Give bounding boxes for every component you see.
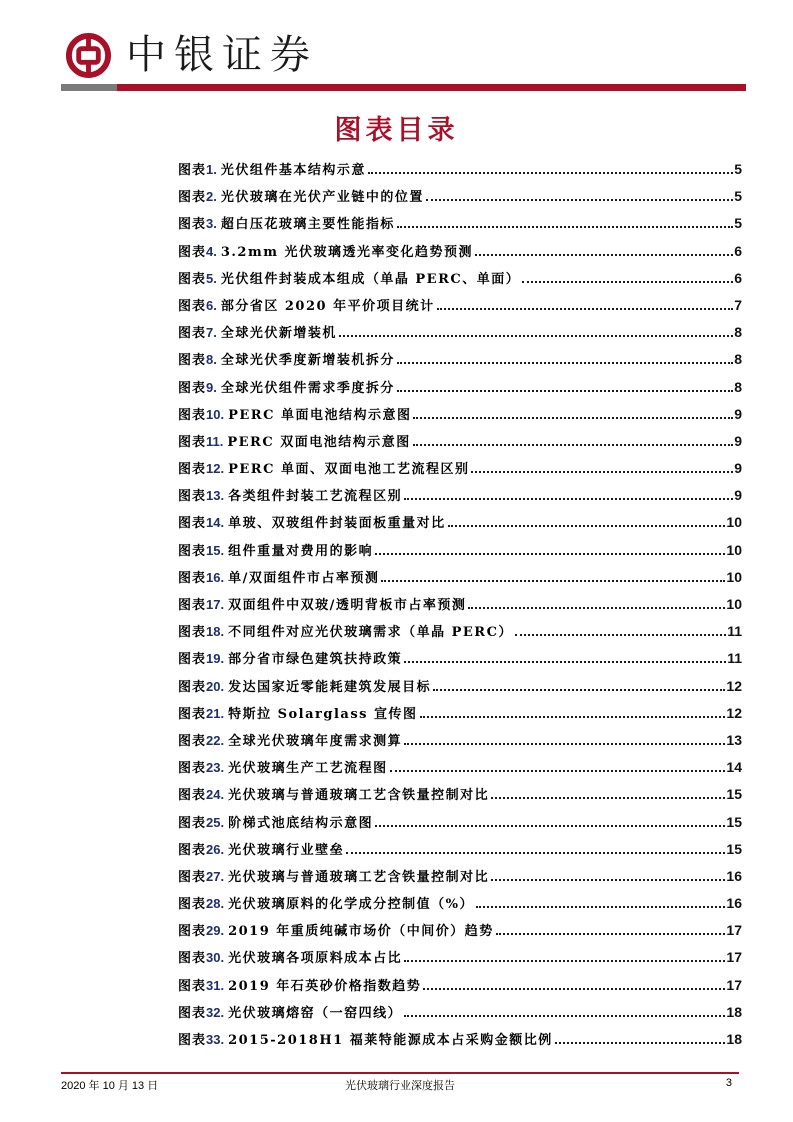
toc-entry-title: 单玻、双玻组件封装面板重量对比 bbox=[228, 516, 446, 532]
toc-entry-number: 17. bbox=[206, 597, 225, 612]
toc-entry-title: 光伏组件封装成本组成（单晶 PERC、单面） bbox=[220, 271, 521, 287]
toc-entry-label bbox=[178, 403, 411, 428]
page-footer bbox=[61, 1077, 739, 1095]
toc-entry-prefix: 图表 bbox=[178, 516, 207, 532]
toc-entry[interactable] bbox=[178, 891, 742, 918]
toc-entry-prefix: 图表 bbox=[178, 462, 207, 478]
toc-leader-dots bbox=[476, 905, 725, 908]
toc-leader-dots bbox=[433, 688, 725, 691]
toc-entry-number: 9. bbox=[206, 379, 217, 395]
toc-entry-title: 全球光伏季度新增装机拆分 bbox=[220, 353, 395, 369]
toc-entry-page: 10 bbox=[726, 541, 742, 558]
page-header bbox=[0, 0, 793, 95]
toc-entry-prefix: 图表 bbox=[178, 380, 207, 396]
toc-entry-page: 9 bbox=[734, 405, 742, 422]
toc-entry[interactable] bbox=[178, 402, 742, 429]
toc-entry-number: 7. bbox=[206, 325, 217, 341]
toc-entry-label bbox=[178, 946, 402, 971]
toc-entry-number: 8. bbox=[206, 352, 217, 368]
toc-leader-dots bbox=[346, 851, 725, 854]
toc-entry-label bbox=[178, 376, 395, 401]
toc-entry-title: 2019 年石英砂价格指数趋势 bbox=[228, 978, 422, 994]
toc-entry-page: 9 bbox=[734, 432, 742, 449]
toc-entry-prefix: 图表 bbox=[178, 217, 207, 233]
toc-entry[interactable] bbox=[178, 755, 742, 782]
toc-entry[interactable] bbox=[178, 510, 742, 537]
toc-entry-number: 2. bbox=[206, 189, 217, 205]
toc-entry-title: 2019 年重质纯碱市场价（中间价）趋势 bbox=[228, 924, 494, 940]
toc-entry-label bbox=[178, 783, 489, 808]
toc-leader-dots bbox=[555, 1041, 726, 1044]
toc-entry-page: 11 bbox=[727, 623, 742, 640]
toc-entry-label bbox=[178, 430, 411, 455]
toc-entry[interactable] bbox=[178, 483, 742, 510]
toc-entry-label bbox=[178, 702, 418, 727]
toc-entry-prefix: 图表 bbox=[178, 924, 207, 940]
toc-entry-title: 3.2mm 光伏玻璃透光率变化趋势预测 bbox=[220, 244, 474, 260]
toc-entry-number: 15. bbox=[206, 542, 225, 558]
toc-entry-number: 32. bbox=[206, 1004, 225, 1020]
toc-entry-page: 12 bbox=[726, 704, 742, 721]
toc-leader-dots bbox=[423, 987, 725, 990]
toc-entry-label bbox=[178, 919, 494, 944]
toc-leader-dots bbox=[404, 660, 726, 663]
toc-entry-prefix: 图表 bbox=[178, 298, 207, 314]
toc-entry-page: 10 bbox=[726, 514, 742, 531]
toc-leader-dots bbox=[468, 606, 725, 609]
toc-entry[interactable] bbox=[178, 864, 742, 891]
toc-entry-label bbox=[178, 240, 473, 265]
toc-entry-prefix: 图表 bbox=[178, 625, 207, 641]
toc-entry-number: 1. bbox=[206, 162, 217, 177]
toc-entry-title: 光伏玻璃在光伏产业链中的位置 bbox=[220, 190, 424, 206]
bank-of-china-logo-icon bbox=[65, 32, 112, 79]
toc-entry-prefix: 图表 bbox=[178, 353, 207, 369]
toc-entry[interactable] bbox=[178, 266, 742, 293]
toc-entry-label bbox=[178, 348, 395, 373]
toc-entry[interactable] bbox=[178, 701, 742, 728]
toc-leader-dots bbox=[404, 742, 725, 745]
toc-entry-prefix: 图表 bbox=[178, 271, 207, 287]
toc-leader-dots bbox=[522, 280, 733, 283]
toc-entry-prefix: 图表 bbox=[178, 407, 207, 423]
toc-entry-title: 不同组件对应光伏玻璃需求（单晶 PERC） bbox=[228, 625, 513, 641]
toc-entry[interactable] bbox=[178, 619, 742, 646]
toc-leader-dots bbox=[390, 769, 726, 772]
toc-entry-label bbox=[178, 457, 469, 482]
toc-entry-page: 10 bbox=[726, 568, 742, 585]
toc-entry-number: 31. bbox=[206, 977, 225, 993]
toc-leader-dots bbox=[375, 824, 725, 827]
toc-leader-dots bbox=[471, 470, 733, 473]
toc-entry-title: 光伏玻璃与普通玻璃工艺含铁量控制对比 bbox=[228, 788, 490, 804]
toc-leader-dots bbox=[448, 524, 726, 527]
toc-entry-prefix: 图表 bbox=[178, 190, 207, 206]
toc-entry-page: 16 bbox=[726, 895, 742, 912]
toc-entry-number: 30. bbox=[206, 950, 225, 966]
toc-entry-number: 11. bbox=[206, 433, 224, 449]
toc-entry-page: 15 bbox=[726, 813, 742, 830]
toc-entry-title: 光伏组件基本结构示意 bbox=[220, 163, 366, 178]
toc-entry-page: 15 bbox=[726, 840, 742, 857]
toc-entry-number: 27. bbox=[206, 868, 225, 884]
toc-entry-title: PERC 双面电池结构示意图 bbox=[227, 434, 411, 450]
toc-leader-dots bbox=[375, 552, 725, 555]
toc-entry-label bbox=[178, 811, 373, 836]
toc-entry[interactable] bbox=[178, 320, 742, 347]
toc-leader-dots bbox=[515, 633, 726, 636]
toc-entry-label bbox=[178, 620, 513, 645]
toc-entry-number: 24. bbox=[206, 787, 225, 803]
toc-entry-title: 光伏玻璃熔窑（一窑四线） bbox=[228, 1005, 403, 1021]
toc-entry-page: 7 bbox=[734, 296, 742, 313]
toc-entry-number: 33. bbox=[206, 1032, 225, 1047]
toc-entry-title: 全球光伏新增装机 bbox=[220, 326, 337, 342]
toc-entry[interactable] bbox=[178, 945, 742, 972]
toc-entry-prefix: 图表 bbox=[178, 244, 207, 260]
toc-entry[interactable] bbox=[178, 592, 742, 619]
toc-leader-dots bbox=[420, 715, 726, 718]
toc-leader-dots bbox=[491, 796, 725, 799]
toc-entry[interactable] bbox=[178, 456, 742, 483]
toc-entry-number: 20. bbox=[206, 678, 225, 694]
footer-date: 2020 年 10 月 13 日 bbox=[61, 1080, 159, 1092]
toc-entry-label bbox=[178, 729, 402, 754]
toc-entry-number: 26. bbox=[206, 841, 225, 857]
toc-entry-number: 23. bbox=[206, 760, 225, 776]
toc-entry-label bbox=[178, 566, 379, 591]
toc-entry-label bbox=[178, 158, 366, 183]
toc-entry[interactable] bbox=[178, 211, 742, 238]
toc-entry-number: 4. bbox=[206, 243, 217, 259]
footer-divider bbox=[61, 1072, 739, 1074]
toc-entry-number: 5. bbox=[206, 270, 217, 286]
header-divider-red bbox=[117, 84, 746, 91]
toc-leader-dots bbox=[413, 443, 733, 446]
toc-entry-page: 12 bbox=[726, 677, 742, 694]
toc-entry-title: 全球光伏玻璃年度需求测算 bbox=[228, 733, 403, 749]
toc-entry-prefix: 图表 bbox=[178, 788, 207, 804]
toc-entry-label bbox=[178, 756, 388, 781]
toc-entry-page: 13 bbox=[726, 731, 742, 748]
toc-entry-label bbox=[178, 212, 395, 237]
figure-table-of-contents bbox=[178, 157, 742, 1054]
toc-entry-label bbox=[178, 321, 337, 346]
toc-entry-label bbox=[178, 294, 435, 319]
toc-entry-prefix: 图表 bbox=[178, 706, 207, 722]
toc-leader-dots bbox=[368, 171, 733, 174]
toc-entry[interactable] bbox=[178, 293, 742, 320]
toc-entry[interactable] bbox=[178, 810, 742, 837]
toc-leader-dots bbox=[339, 334, 733, 337]
toc-entry-prefix: 图表 bbox=[178, 897, 207, 913]
toc-entry-number: 19. bbox=[206, 651, 225, 667]
toc-leader-dots bbox=[404, 1014, 725, 1017]
toc-entry-title: 特斯拉 Solarglass 宣传图 bbox=[228, 706, 418, 722]
toc-leader-dots bbox=[475, 253, 733, 256]
toc-entry[interactable] bbox=[178, 674, 742, 701]
toc-entry-page: 8 bbox=[734, 324, 742, 341]
toc-entry[interactable] bbox=[178, 565, 742, 592]
toc-entry-title: 部分省市绿色建筑扶持政策 bbox=[228, 652, 403, 668]
toc-entry-prefix: 图表 bbox=[178, 679, 207, 695]
toc-entry-number: 10. bbox=[206, 406, 225, 422]
toc-entry-prefix: 图表 bbox=[178, 733, 207, 749]
toc-leader-dots bbox=[413, 416, 733, 419]
toc-entry-number: 28. bbox=[206, 896, 225, 912]
toc-entry-number: 18. bbox=[206, 624, 225, 640]
toc-entry-number: 16. bbox=[206, 569, 225, 585]
toc-entry-page: 5 bbox=[734, 215, 742, 232]
toc-entry-page: 11 bbox=[727, 650, 742, 667]
toc-entry-title: 光伏玻璃生产工艺流程图 bbox=[228, 761, 388, 777]
toc-entry[interactable] bbox=[178, 782, 742, 809]
toc-entry-prefix: 图表 bbox=[178, 652, 207, 668]
toc-entry[interactable] bbox=[178, 973, 742, 1000]
toc-entry-page: 15 bbox=[726, 786, 742, 803]
toc-entry-page: 8 bbox=[734, 378, 742, 395]
toc-entry[interactable] bbox=[178, 1027, 742, 1054]
toc-entry-label bbox=[178, 865, 489, 890]
toc-leader-dots bbox=[404, 959, 725, 962]
toc-entry-label bbox=[178, 647, 402, 672]
toc-entry-page: 17 bbox=[726, 949, 742, 966]
toc-entry-label bbox=[178, 1028, 553, 1053]
toc-entry-number: 3. bbox=[206, 216, 217, 232]
toc-entry[interactable] bbox=[178, 918, 742, 945]
footer-report-title: 光伏玻璃行业深度报告 bbox=[345, 1079, 455, 1092]
footer-page-number: 3 bbox=[725, 1077, 732, 1089]
toc-entry[interactable] bbox=[178, 184, 742, 211]
brand-name: 中银证券 bbox=[126, 32, 318, 78]
toc-entry-page: 18 bbox=[726, 1031, 742, 1047]
toc-entry-page: 6 bbox=[734, 242, 742, 259]
toc-entry-label bbox=[178, 484, 402, 509]
toc-entry-label bbox=[178, 892, 474, 917]
toc-entry-label bbox=[178, 974, 421, 999]
toc-entry-title: 2015-2018H1 福莱特能源成本占采购金额比例 bbox=[228, 1033, 553, 1048]
toc-leader-dots bbox=[426, 198, 733, 201]
toc-entry[interactable] bbox=[178, 375, 742, 402]
toc-entry-label bbox=[178, 511, 446, 536]
toc-entry-label bbox=[178, 593, 466, 618]
toc-entry-title: 超白压花玻璃主要性能指标 bbox=[220, 217, 395, 233]
toc-entry-page: 5 bbox=[734, 161, 742, 177]
toc-entry-number: 25. bbox=[206, 814, 225, 830]
toc-entry-title: PERC 单面、双面电池工艺流程区别 bbox=[228, 462, 470, 478]
toc-entry-label bbox=[178, 539, 373, 564]
toc-entry-number: 21. bbox=[206, 705, 225, 721]
toc-leader-dots bbox=[397, 389, 733, 392]
toc-entry[interactable] bbox=[178, 646, 742, 673]
toc-entry-title: 光伏玻璃与普通玻璃工艺含铁量控制对比 bbox=[228, 869, 490, 885]
toc-entry[interactable] bbox=[178, 429, 742, 456]
toc-entry[interactable] bbox=[178, 239, 742, 266]
toc-leader-dots bbox=[381, 579, 725, 582]
toc-entry-title: 组件重量对费用的影响 bbox=[228, 543, 374, 559]
toc-entry-prefix: 图表 bbox=[178, 326, 207, 342]
toc-entry-prefix: 图表 bbox=[178, 761, 207, 777]
toc-entry-label bbox=[178, 675, 431, 700]
toc-entry-prefix: 图表 bbox=[178, 434, 207, 450]
toc-entry-prefix: 图表 bbox=[178, 1033, 207, 1048]
toc-entry-title: 发达国家近零能耗建筑发展目标 bbox=[228, 679, 432, 695]
toc-entry-title: 部分省区 2020 年平价项目统计 bbox=[220, 298, 435, 314]
toc-entry-number: 6. bbox=[206, 297, 217, 313]
toc-entry-title: PERC 单面电池结构示意图 bbox=[228, 407, 412, 423]
toc-leader-dots bbox=[437, 307, 734, 310]
toc-entry-title: 单/双面组件市占率预测 bbox=[228, 570, 380, 586]
toc-entry-number: 12. bbox=[206, 461, 225, 477]
toc-leader-dots bbox=[397, 225, 733, 228]
toc-entry-prefix: 图表 bbox=[178, 163, 207, 178]
toc-entry-label bbox=[178, 838, 344, 863]
toc-entry-title: 各类组件封装工艺流程区别 bbox=[228, 489, 403, 505]
page-title: 图表目录 bbox=[334, 115, 459, 146]
toc-leader-dots bbox=[397, 361, 733, 364]
header-divider-grey bbox=[61, 84, 117, 91]
toc-entry-number: 13. bbox=[206, 488, 225, 504]
toc-entry-number: 29. bbox=[206, 923, 225, 939]
toc-entry-title: 光伏玻璃原料的化学成分控制值（%） bbox=[228, 897, 474, 913]
toc-entry-title: 光伏玻璃各项原料成本占比 bbox=[228, 951, 403, 967]
toc-entry-title: 阶梯式池底结构示意图 bbox=[228, 815, 374, 831]
toc-entry-label bbox=[178, 267, 520, 292]
toc-entry-prefix: 图表 bbox=[178, 978, 207, 994]
toc-entry-prefix: 图表 bbox=[178, 1005, 207, 1021]
toc-entry-page: 8 bbox=[734, 351, 742, 368]
toc-entry-prefix: 图表 bbox=[178, 543, 207, 559]
toc-entry-page: 17 bbox=[726, 922, 742, 939]
toc-entry[interactable] bbox=[178, 728, 742, 755]
toc-entry[interactable] bbox=[178, 1000, 742, 1027]
toc-entry-title: 双面组件中双玻/透明背板市占率预测 bbox=[228, 598, 467, 613]
toc-entry-page: 5 bbox=[734, 188, 742, 205]
toc-entry-page: 18 bbox=[726, 1003, 742, 1020]
toc-entry-page: 6 bbox=[734, 269, 742, 286]
toc-entry-title: 全球光伏组件需求季度拆分 bbox=[220, 380, 395, 396]
toc-entry-label bbox=[178, 1001, 402, 1026]
toc-entry-prefix: 图表 bbox=[178, 570, 207, 586]
toc-entry-prefix: 图表 bbox=[178, 951, 207, 967]
toc-leader-dots bbox=[404, 497, 733, 500]
toc-entry-prefix: 图表 bbox=[178, 489, 207, 505]
toc-entry-page: 10 bbox=[726, 596, 742, 612]
toc-entry-title: 光伏玻璃行业壁垒 bbox=[228, 842, 345, 858]
toc-entry-page: 9 bbox=[734, 487, 742, 504]
toc-entry[interactable] bbox=[178, 157, 742, 184]
toc-leader-dots bbox=[496, 932, 726, 935]
toc-entry-page: 9 bbox=[734, 460, 742, 477]
toc-entry-number: 14. bbox=[206, 515, 225, 531]
toc-entry[interactable] bbox=[178, 837, 742, 864]
toc-entry-page: 17 bbox=[726, 976, 742, 993]
toc-entry-number: 22. bbox=[206, 732, 225, 748]
toc-entry-page: 16 bbox=[726, 867, 742, 884]
toc-entry-prefix: 图表 bbox=[178, 842, 207, 858]
toc-entry-prefix: 图表 bbox=[178, 598, 207, 613]
toc-entry[interactable] bbox=[178, 538, 742, 565]
toc-entry-label bbox=[178, 185, 424, 210]
toc-entry-page: 14 bbox=[726, 759, 742, 776]
toc-entry[interactable] bbox=[178, 347, 742, 374]
toc-entry-prefix: 图表 bbox=[178, 869, 207, 885]
toc-entry-prefix: 图表 bbox=[178, 815, 207, 831]
toc-leader-dots bbox=[491, 878, 725, 881]
